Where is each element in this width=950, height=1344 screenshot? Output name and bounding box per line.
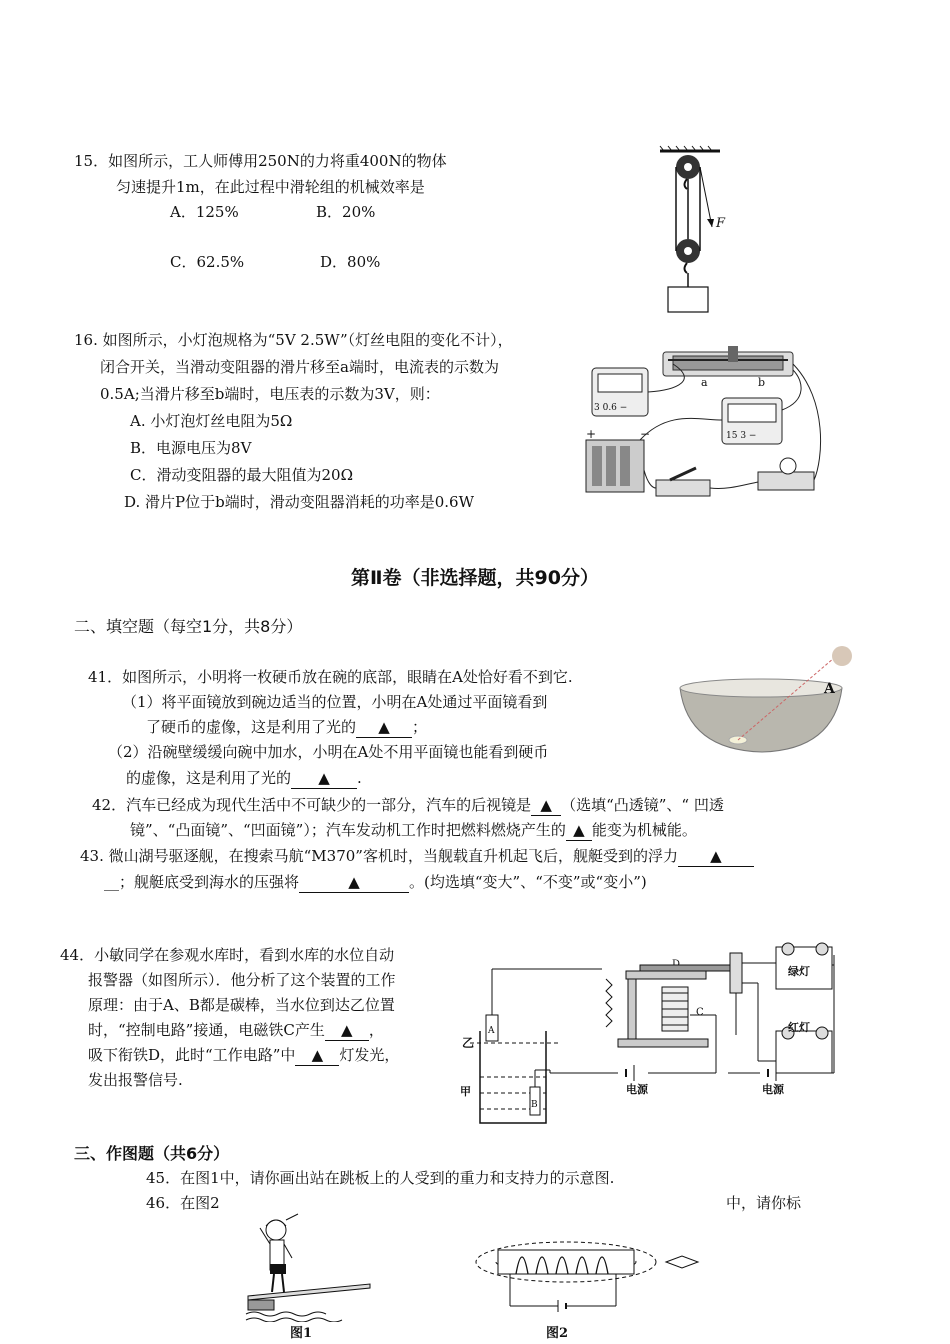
work-power-label: 电源 bbox=[762, 1083, 784, 1096]
section2-title: 二、填空题（每空1分，共8分） bbox=[74, 617, 303, 636]
level-jia: 甲 bbox=[460, 1085, 471, 1098]
q15-text-line1: 15．如图所示，工人师傅用250N的力将重400N的物体 bbox=[74, 152, 447, 170]
q15-option-a: A．125% bbox=[170, 203, 239, 221]
q45-text: 45．在图1中，请你画出站在跳板上的人受到的重力和支持力的示意图. bbox=[146, 1169, 615, 1187]
control-power-label: 电源 bbox=[626, 1083, 648, 1096]
q42-text-line1: 42．汽车已经成为现代生活中不可缺少的一部分，汽车的后视镜是 ▲ （选填“凸透镜”、“ 凹透 bbox=[92, 796, 724, 814]
q43-text-line1: 43. 微山湖号驱逐舰，在搜索马航“M370”客机时，当舰载直升机起飞后，舰艇受到的浮力 ▲ bbox=[80, 846, 754, 867]
figure1-caption: 图1 bbox=[290, 1326, 313, 1341]
q44-text-line2: 报警器（如图所示）．他分析了这个装置的工作 bbox=[88, 971, 396, 989]
bowl-point-a: A bbox=[824, 681, 835, 697]
q15-text-line2: 匀速提升1m，在此过程中滑轮组的机械效率是 bbox=[116, 178, 425, 196]
q41-text-line4: （2）沿碗壁缓缓向碗中加水，小明在A处不用平面镜也能看到硬币 bbox=[108, 743, 549, 761]
electromagnet-c: C bbox=[696, 1007, 704, 1018]
voltmeter-label: 15 3 − bbox=[726, 431, 757, 441]
q41-blank-1[interactable]: ▲ bbox=[356, 717, 412, 738]
section3-title: 三、作图题（共6分） bbox=[74, 1144, 230, 1163]
q42-blank-1[interactable]: ▲ bbox=[531, 795, 561, 816]
q46-text-left: 46．在图2 bbox=[146, 1194, 220, 1212]
green-lamp-label: 绿灯 bbox=[788, 965, 810, 978]
ammeter-label: 3 0.6 − bbox=[594, 403, 628, 413]
q44-text-line6: 发出报警信号. bbox=[88, 1071, 183, 1089]
q16-option-b: B．电源电压为8V bbox=[130, 439, 252, 457]
water-alarm-figure bbox=[458, 935, 843, 1130]
q44-blank-1[interactable]: ▲ bbox=[325, 1020, 369, 1041]
q46-text-right: 中，请你标 bbox=[726, 1194, 802, 1212]
battery-plus: + bbox=[586, 427, 597, 441]
q42-blank-2[interactable]: ▲ bbox=[566, 820, 592, 841]
part2-title: 第Ⅱ卷（非选择题，共90分） bbox=[351, 567, 599, 589]
q44-text-line1: 44．小敏同学在参观水库时，看到水库的水位自动 bbox=[60, 946, 395, 964]
q41-blank-2[interactable]: ▲ bbox=[291, 768, 357, 789]
q43-text-line2: __；舰艇底受到海水的压强将 ▲ 。(均选填“变大”、“不变”或“变小”) bbox=[104, 873, 647, 891]
battery-minus: − bbox=[640, 427, 651, 441]
q15-option-c: C．62.5% bbox=[170, 253, 245, 271]
q16-option-a: A. 小灯泡灯丝电阻为5Ω bbox=[130, 412, 293, 430]
red-lamp-label: 红灯 bbox=[788, 1021, 810, 1034]
circuit-photo-figure bbox=[578, 340, 828, 505]
figure2-solenoid bbox=[470, 1234, 710, 1318]
q42-text-line2: 镜”、“凸面镜”、“凹面镜”）；汽车发动机工作时把燃料燃烧产生的 ▲ 能变为机械能。 bbox=[130, 821, 697, 839]
pulley-force-label: F bbox=[716, 216, 726, 231]
q44-text-line4: 时，“控制电路”接通，电磁铁C产生 ▲ ， bbox=[88, 1021, 384, 1039]
level-yi: 乙 bbox=[462, 1036, 475, 1050]
q44-text-line5: 吸下衔铁D，此时“工作电路”中 ▲ 灯发光， bbox=[88, 1046, 400, 1064]
q16-text-line3: 0.5A;当滑片移至b端时，电压表的示数为3V，则： bbox=[100, 385, 440, 403]
q41-text-line5: 的虚像，这是利用了光的 ▲ . bbox=[126, 769, 362, 787]
pulley-figure bbox=[650, 145, 740, 320]
q43-blank-2[interactable]: ▲ bbox=[299, 872, 409, 893]
rheostat-end-a: a bbox=[701, 376, 708, 389]
q41-text-line2: （1）将平面镜放到碗边适当的位置，小明在A处通过平面镜看到 bbox=[122, 693, 548, 711]
q16-option-c: C．滑动变阻器的最大阻值为20Ω bbox=[130, 466, 354, 484]
q44-blank-2[interactable]: ▲ bbox=[295, 1045, 339, 1066]
q16-option-d: D. 滑片P位于b端时，滑动变阻器消耗的功率是0.6W bbox=[124, 493, 474, 511]
q15-option-d: D．80% bbox=[320, 253, 381, 271]
electrode-b: B bbox=[531, 1100, 538, 1110]
rheostat-end-b: b bbox=[758, 376, 766, 389]
q15-option-b: B．20% bbox=[316, 203, 376, 221]
q43-blank-1[interactable]: ▲ bbox=[678, 846, 754, 867]
figure2-caption: 图2 bbox=[546, 1326, 569, 1341]
electrode-a: A bbox=[488, 1026, 495, 1036]
q41-text-line3: 了硬币的虚像，这是利用了光的 ▲ ； bbox=[146, 718, 428, 736]
q16-text-line2: 闭合开关，当滑动变阻器的滑片移至a端时，电流表的示数为 bbox=[100, 358, 499, 376]
figure1-diver bbox=[244, 1210, 376, 1322]
q41-text-line1: 41．如图所示，小明将一枚硬币放在碗的底部，眼睛在A处恰好看不到它. bbox=[88, 668, 573, 686]
q16-text-line1: 16. 如图所示，小灯泡规格为“5V 2.5W”（灯丝电阻的变化不计）， bbox=[74, 331, 513, 349]
bowl-figure bbox=[674, 640, 864, 758]
q44-text-line3: 原理：由于A、B都是碳棒，当水位到达乙位置 bbox=[88, 996, 395, 1014]
